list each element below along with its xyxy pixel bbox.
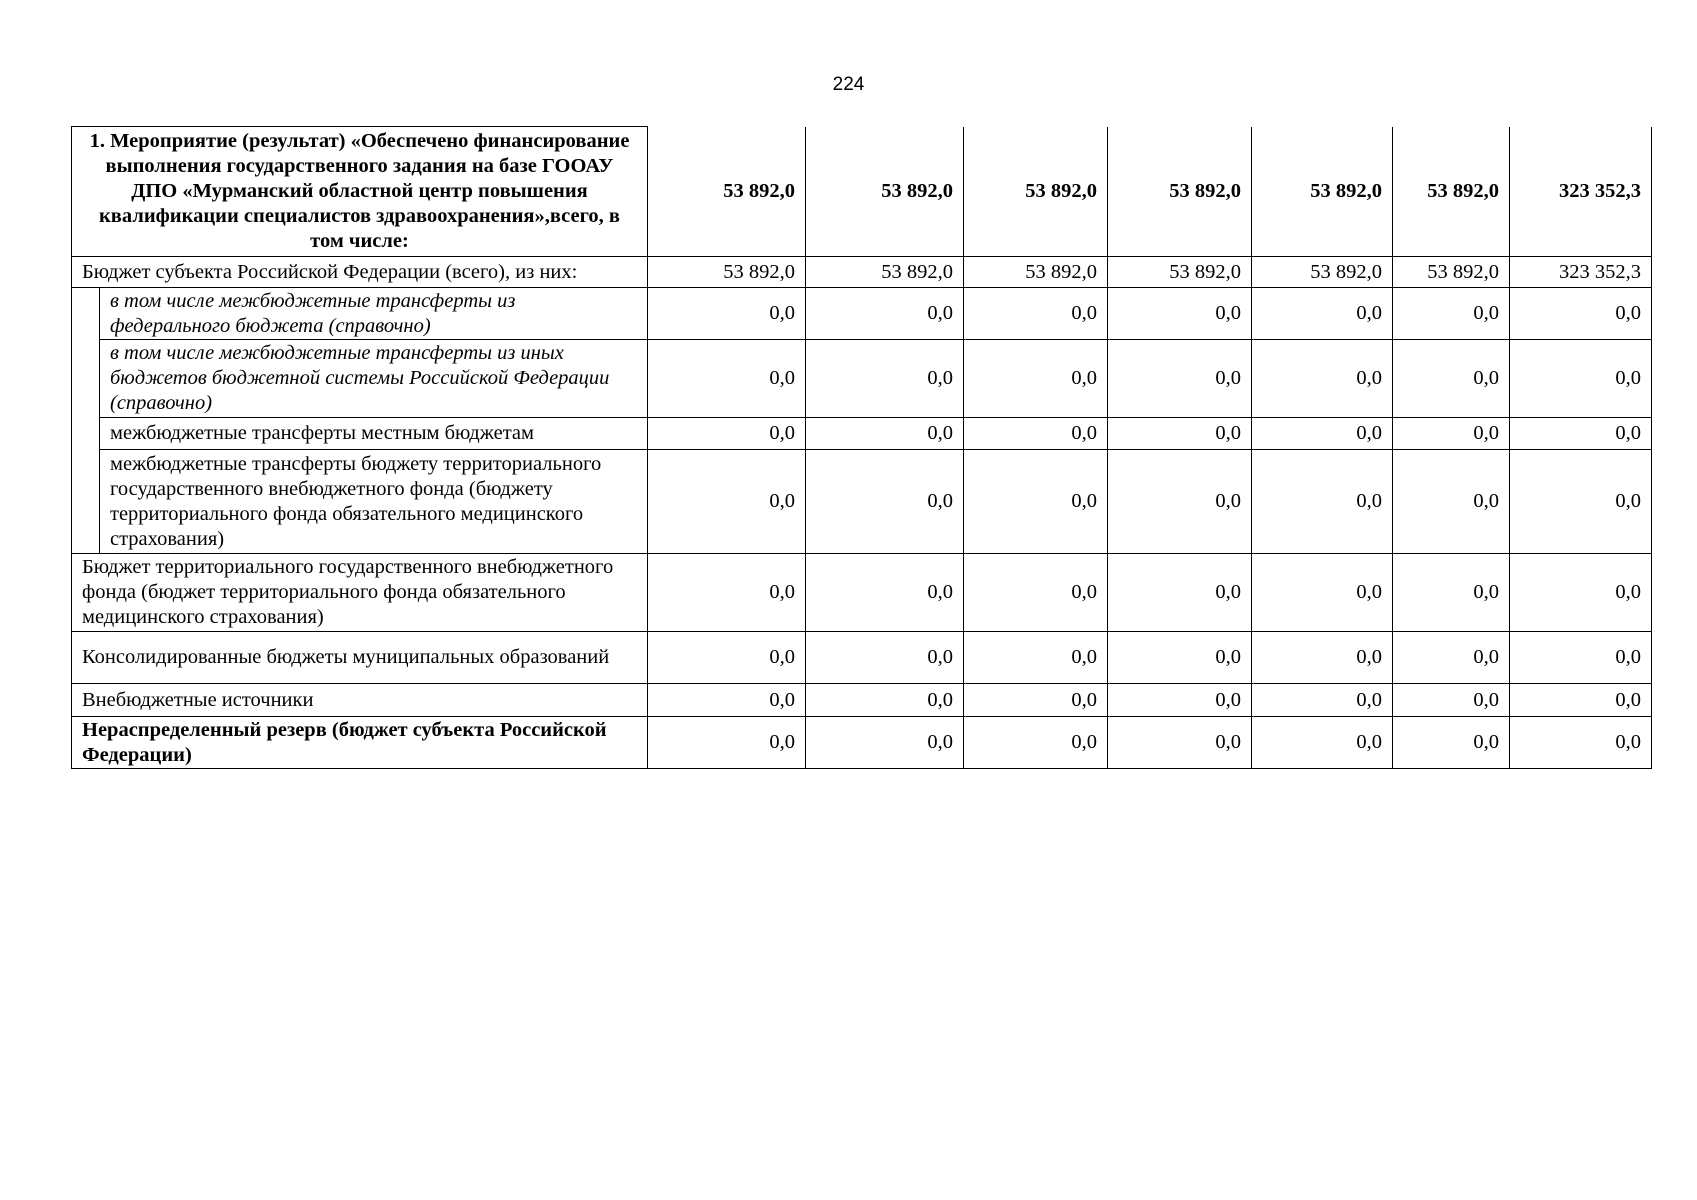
row-label: межбюджетные трансферты бюджету территориального государственного внебюджетного фонда (бюджету территориального фонда обязательного медицинского страхования)	[100, 450, 648, 554]
value-cell-total: 323 352,3	[1510, 127, 1652, 257]
value-cell: 0,0	[1252, 554, 1393, 632]
row-label: Бюджет субъекта Российской Федерации (всего), из них:	[72, 257, 648, 288]
value-cell-total: 323 352,3	[1510, 257, 1652, 288]
value-cell-total: 0,0	[1510, 717, 1652, 769]
row-label: Нераспределенный резерв (бюджет субъекта Российской Федерации)	[72, 717, 648, 769]
table-row	[72, 340, 1652, 418]
value-cell: 53 892,0	[1393, 257, 1510, 288]
value-cell: 0,0	[648, 632, 806, 684]
value-cell: 0,0	[1108, 340, 1252, 418]
value-cell: 0,0	[1393, 450, 1510, 554]
value-cell: 0,0	[1108, 450, 1252, 554]
value-cell: 0,0	[964, 340, 1108, 418]
value-cell: 0,0	[1393, 684, 1510, 717]
value-cell: 53 892,0	[1252, 257, 1393, 288]
value-cell: 0,0	[648, 717, 806, 769]
table-row	[72, 717, 1652, 769]
table-row	[72, 632, 1652, 684]
row-label: Бюджет территориального государственного внебюджетного фонда (бюджет территориального фонда обязательного медицинского страхования)	[72, 554, 648, 632]
value-cell: 0,0	[1393, 418, 1510, 450]
table-row	[72, 684, 1652, 717]
value-cell: 53 892,0	[1108, 257, 1252, 288]
value-cell: 0,0	[1252, 288, 1393, 340]
value-cell: 53 892,0	[648, 257, 806, 288]
value-cell: 0,0	[1108, 684, 1252, 717]
value-cell: 0,0	[964, 418, 1108, 450]
value-cell-total: 0,0	[1510, 450, 1652, 554]
value-cell: 0,0	[964, 684, 1108, 717]
value-cell: 53 892,0	[806, 257, 964, 288]
value-cell: 53 892,0	[1393, 127, 1510, 257]
value-cell: 0,0	[806, 717, 964, 769]
value-cell: 0,0	[1393, 288, 1510, 340]
value-cell: 53 892,0	[964, 257, 1108, 288]
value-cell: 0,0	[806, 554, 964, 632]
value-cell: 0,0	[1252, 450, 1393, 554]
value-cell: 0,0	[1108, 288, 1252, 340]
value-cell: 0,0	[1252, 632, 1393, 684]
value-cell: 0,0	[964, 554, 1108, 632]
value-cell: 53 892,0	[964, 127, 1108, 257]
value-cell: 0,0	[806, 288, 964, 340]
value-cell: 0,0	[1252, 684, 1393, 717]
value-cell: 0,0	[964, 288, 1108, 340]
budget-table	[71, 126, 1652, 769]
value-cell-total: 0,0	[1510, 632, 1652, 684]
value-cell: 0,0	[806, 450, 964, 554]
value-cell: 0,0	[806, 632, 964, 684]
value-cell-total: 0,0	[1510, 288, 1652, 340]
value-cell: 0,0	[648, 418, 806, 450]
table-row	[72, 127, 1652, 257]
table-row	[72, 450, 1652, 554]
value-cell: 0,0	[806, 418, 964, 450]
value-cell: 0,0	[1108, 418, 1252, 450]
value-cell: 0,0	[1393, 632, 1510, 684]
value-cell: 0,0	[1252, 340, 1393, 418]
value-cell: 53 892,0	[806, 127, 964, 257]
value-cell: 0,0	[648, 450, 806, 554]
value-cell-total: 0,0	[1510, 418, 1652, 450]
value-cell: 0,0	[648, 554, 806, 632]
row-label: межбюджетные трансферты местным бюджетам	[100, 418, 648, 450]
value-cell: 0,0	[1252, 418, 1393, 450]
table-row	[72, 288, 1652, 340]
measure-title: 1. Мероприятие (результат) «Обеспечено финансирование выполнения государственного задания на базе ГООАУ ДПО «Мурманский областной центр повышения квалификации специалистов здравоохранения»,всего, в том числе:	[72, 127, 648, 257]
value-cell: 0,0	[964, 450, 1108, 554]
page-number: 224	[832, 74, 865, 95]
row-label: в том числе межбюджетные трансферты из иных бюджетов бюджетной системы Российской Федерации (справочно)	[100, 340, 648, 418]
value-cell: 0,0	[964, 717, 1108, 769]
value-cell: 0,0	[806, 340, 964, 418]
table-row	[72, 418, 1652, 450]
value-cell: 0,0	[1108, 632, 1252, 684]
value-cell: 0,0	[1108, 717, 1252, 769]
value-cell: 0,0	[648, 340, 806, 418]
value-cell: 0,0	[1393, 554, 1510, 632]
row-label: Консолидированные бюджеты муниципальных образований	[72, 632, 648, 684]
value-cell: 0,0	[1393, 340, 1510, 418]
value-cell: 0,0	[1108, 554, 1252, 632]
row-label: Внебюджетные источники	[72, 684, 648, 717]
value-cell: 0,0	[806, 684, 964, 717]
value-cell: 0,0	[964, 632, 1108, 684]
value-cell-total: 0,0	[1510, 340, 1652, 418]
value-cell: 53 892,0	[1252, 127, 1393, 257]
value-cell-total: 0,0	[1510, 554, 1652, 632]
value-cell: 0,0	[1393, 717, 1510, 769]
value-cell: 0,0	[648, 684, 806, 717]
value-cell: 0,0	[1252, 717, 1393, 769]
indent-spacer	[72, 288, 100, 554]
table-row	[72, 554, 1652, 632]
table-row	[72, 257, 1652, 288]
value-cell: 53 892,0	[648, 127, 806, 257]
row-label: в том числе межбюджетные трансферты из федерального бюджета (справочно)	[100, 288, 648, 340]
value-cell: 0,0	[648, 288, 806, 340]
value-cell: 53 892,0	[1108, 127, 1252, 257]
value-cell-total: 0,0	[1510, 684, 1652, 717]
